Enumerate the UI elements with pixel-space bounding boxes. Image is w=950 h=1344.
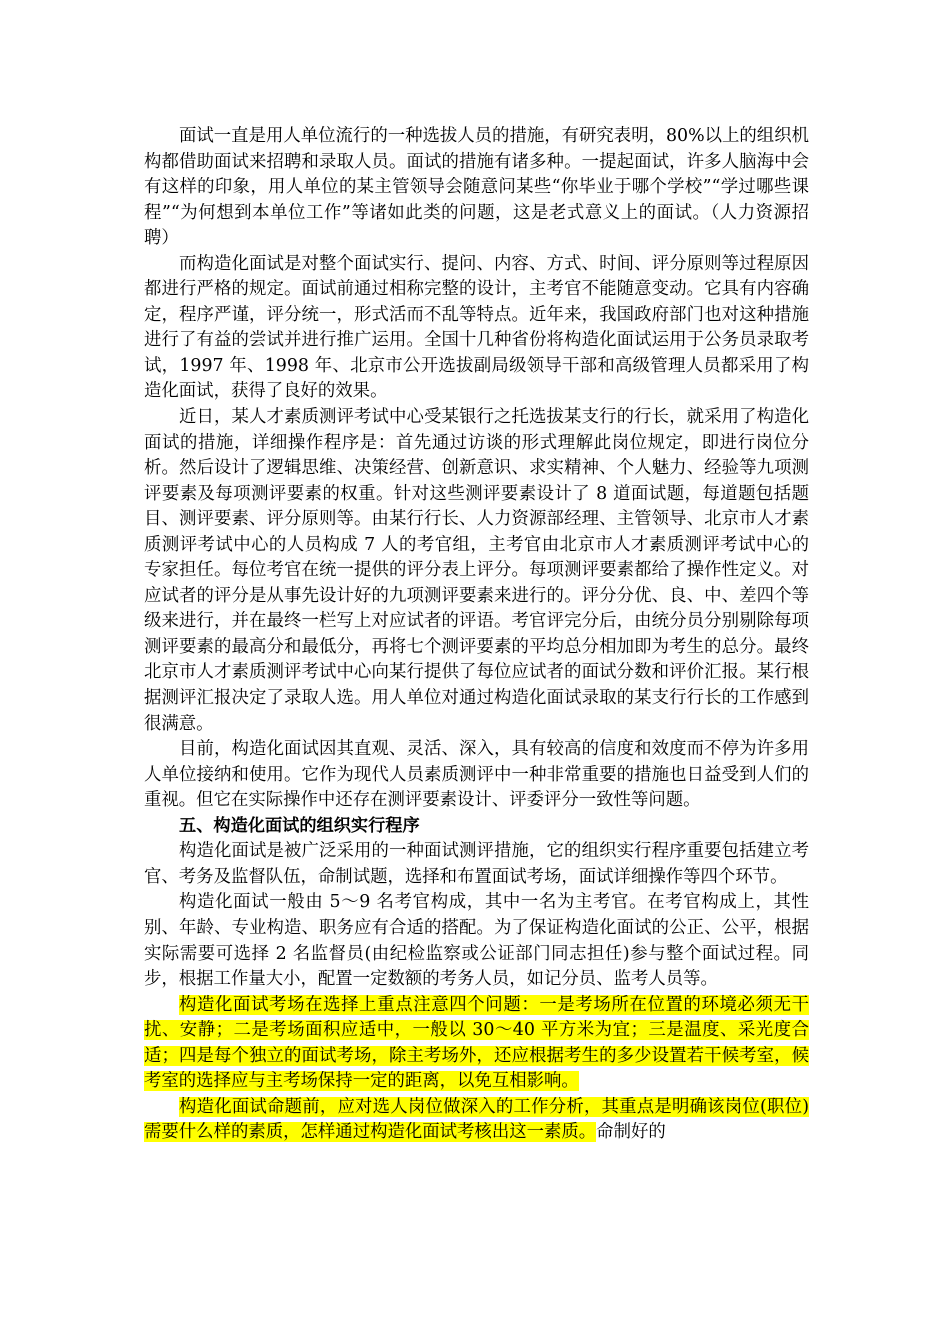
paragraph-current-status: 目前，构造化面试因其直观、灵活、深入，具有较高的信度和效度而不停为许多用人单位接纳和使用。它作为现代人员素质测评中一种非常重要的措施也日益受到人们的重视。但它在实际操作中还存在测评要素设计、评委评分一致性等问题。 xyxy=(144,739,809,811)
highlighted-text: 构造化面试命题前，应对选人岗位做深入的工作分析，其重点是明确该岗位(职位)需要什么样的素质，怎样通过构造化面试考核出这一素质。 xyxy=(144,1096,809,1143)
document-page xyxy=(144,124,809,1146)
paragraph-structured-interview-definition: 而构造化面试是对整个面试实行、提问、内容、方式、时间、评分原则等过程原因都进行严格的规定。面试前通过相称完整的设计，主考官不能随意变动。它具有内容确定，程序严谨，评分统一，形式活而不乱等特点。近年来，我国政府部门也对这种措施进行了有益的尝试并进行推广运用。全国十几种省份将构造化面试运用于公务员录取考试，1997 年、1998 年、北京市公开选拔副局级领导干部和高级管理人员都采用了构造化面试，获得了良好的效果。 xyxy=(144,253,809,402)
highlighted-text: 构造化面试考场在选择上重点注意四个问题：一是考场所在位置的环境必须无干扰、安静；二是考场面积应适中，一般以 30～40 平方米为宜；三是温度、采光度合适；四是每个独立的面试考场，除主考场外，还应根据考生的多少设置若干候考室，候考室的选择应与主考场保持一定的距离，以免互相影响。 xyxy=(144,994,809,1092)
paragraph-case-example: 近日，某人才素质测评考试中心受某银行之托选拔某支行的行长，就采用了构造化面试的措施，详细操作程序是：首先通过访谈的形式理解此岗位规定，即进行岗位分析。然后设计了逻辑思维、决策经营、创新意识、求实精神、个人魅力、经验等九项测评要素及每项测评要素的权重。针对这些测评要素设计了 8 道面试题，每道题包括题目、测评要素、评分原则等。由某行行长、人力资源部经理、主管领导、北京市人才素质测评考试中心的人员构成 7 人的考官组，主考官由北京市人才素质测评考试中心的专家担任。每位考官在统一提供的评分表上评分。每项测评要素都给了操作性定义。对应试者的评分是从事先设计好的九项测评要素来进行的。评分分优、良、中、差四个等级来进行，并在最终一栏写上对应试者的评语。考官评完分后，由统分员分别剔除每项测评要素的最高分和最低分，再将七个测评要素的平均总分相加即为考生的总分。最终北京市人才素质测评考试中心向某行提供了每位应试者的面试分数和评价汇报。某行根据测评汇报决定了录取人选。用人单位对通过构造化面试录取的某支行行长的工作感到很满意。 xyxy=(144,407,809,734)
section-heading: 五、构造化面试的组织实行程序 xyxy=(179,815,420,836)
paragraph-intro: 面试一直是用人单位流行的一种选拔人员的措施，有研究表明，80%以上的组织机构都借助面试来招聘和录取人员。面试的措施有诸多种。一提起面试，许多人脑海中会有这样的印象，用人单位的某主管领导会随意问某些“你毕业于哪个学校”“学过哪些课程”“为何想到本单位工作”等诸如此类的问题，这是老式意义上的面试。（人力资源招聘） xyxy=(144,126,809,249)
paragraph-question-design xyxy=(144,1095,809,1146)
paragraph-venue-selection xyxy=(144,993,809,1095)
paragraph-examiner-composition: 构造化面试一般由 5～9 名考官构成，其中一名为主考官。在考官构成上，其性别、年龄、专业构造、职务应有合适的搭配。为了保证构造化面试的公正、公平，根据实际需要可选择 2 名监督员(由纪检监察或公证部门同志担任)参与整个面试过程。同步，根据工作量大小，配置一定数额的考务人员，如记分员、监考人员等。 xyxy=(144,892,809,990)
paragraph-continuation: 命制好的 xyxy=(596,1122,666,1143)
paragraph-procedure-overview: 构造化面试是被广泛采用的一种面试测评措施，它的组织实行程序重要包括建立考官、考务及监督队伍，命制试题，选择和布置面试考场，面试详细操作等四个环节。 xyxy=(144,841,809,887)
